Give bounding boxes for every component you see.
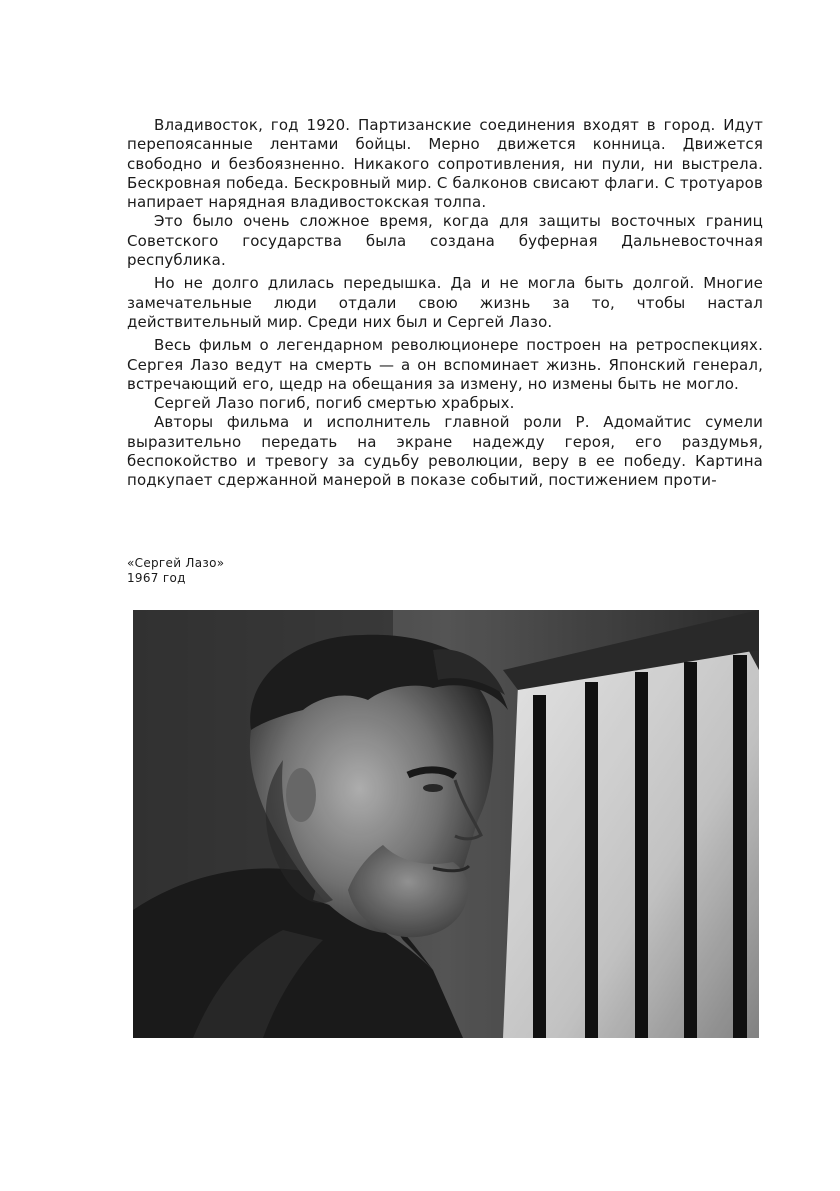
paragraph-1: Владивосток, год 1920. Партизанские соединения входят в город. Идут перепоясанные лентами бойцы. Мерно движется конница. Движется свободно и безбоязненно. Никакого сопротивления, ни пули, ни выстрела. Бескровная победа. Бескровный мир. С балконов свисают флаги. С тротуаров напирает нарядная владивостокская толпа. xyxy=(127,116,763,212)
film-still-illustration xyxy=(133,610,759,1038)
paragraph-2: Это было очень сложное время, когда для защиты восточных границ Советского государства была создана буферная Дальневосточная республика. xyxy=(127,212,763,270)
caption-film-title: «Сергей Лазо» xyxy=(127,556,225,570)
paragraph-4: Весь фильм о легендарном революционере построен на ретроспекциях. Сергея Лазо ведут на смерть — а он вспоминает жизнь. Японский генерал, встречающий его, щедр на обещания за измену, но измены быть не могло. xyxy=(127,336,763,393)
photo-caption xyxy=(127,556,224,586)
paragraph-3: Но не долго длилась передышка. Да и не могла быть долгой. Многие замечательные люди отдали свою жизнь за то, чтобы настал действительный мир. Среди них был и Сергей Лазо. xyxy=(127,274,763,331)
caption-year: 1967 год xyxy=(127,571,186,585)
paragraph-5: Сергей Лазо погиб, погиб смертью храбрых. xyxy=(154,394,515,413)
paragraph-6: Авторы фильма и исполнитель главной роли Р. Адомайтис сумели выразительно передать на экране надежду героя, его раздумья, беспокойство и тревогу за судьбу революции, веру в ее победу. Картина подкупает сдержанной манерой в показе событий, постижением проти- xyxy=(127,413,763,490)
film-still-photo xyxy=(133,610,759,1038)
article-body xyxy=(127,116,763,491)
